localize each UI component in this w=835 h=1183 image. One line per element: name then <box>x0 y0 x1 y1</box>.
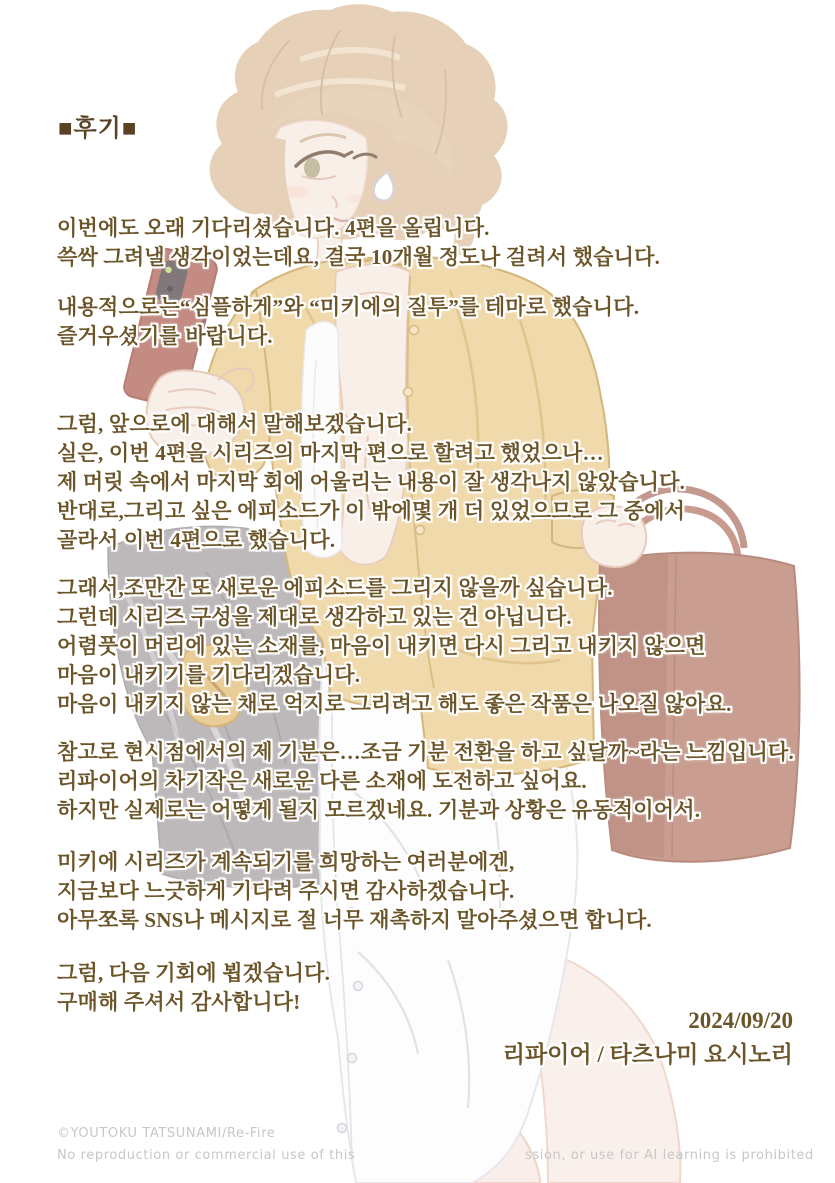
afterword-heading: ■후기■ <box>58 116 138 142</box>
afterword-line: 즐거우셨기를 바랍니다. <box>57 324 273 348</box>
afterword-line: 그럼, 앞으로에 대해서 말해보겠습니다. <box>57 412 413 436</box>
afterword-line: 미키에 시리즈가 계속되기를 희망하는 여러분에겐, <box>57 850 515 874</box>
afterword-line: 그런데 시리즈 구성을 제대로 생각하고 있는 건 아닙니다. <box>57 605 572 629</box>
afterword-line: 골라서 이번 4편으로 했습니다. <box>57 528 336 552</box>
afterword-line: 하지만 실제로는 어떻게 될지 모르겠네요. 기분과 상황은 유동적이어서. <box>57 798 701 822</box>
afterword-line: 그래서,조만간 또 새로운 에피소드를 그리지 않을까 싶습니다. <box>57 576 613 600</box>
afterword-line: 리파이어의 차기작은 새로운 다른 소재에 도전하고 싶어요. <box>57 769 587 793</box>
usage-notice-right: ssion, or use for AI learning is prohibited <box>525 1148 814 1163</box>
copyright-line: ©YOUTOKU TATSUNAMI/Re-Fire <box>57 1126 276 1141</box>
afterword-line: 제 머릿 속에서 마지막 회에 어울리는 내용이 잘 생각나지 않았습니다. <box>57 470 686 494</box>
afterword-line: 구매해 주셔서 감사합니다! <box>57 990 301 1014</box>
afterword-line: 참고로 현시점에서의 제 기분은…조금 기분 전환을 하고 싶달까~라는 느낌입니다. <box>57 740 794 764</box>
afterword-line: 반대로,그리고 싶은 에피소드가 이 밖에몇 개 더 있었으므로 그 중에서 <box>57 499 686 523</box>
afterword-line: 아무쪼록 SNS나 메시지로 절 너무 재촉하지 말아주셨으면 합니다. <box>57 908 652 932</box>
afterword-line: 그럼, 다음 기회에 뵙겠습니다. <box>57 961 331 985</box>
afterword-line: 실은, 이번 4편을 시리즈의 마지막 편으로 할려고 했었으나… <box>57 441 604 465</box>
signoff-author: 리파이어 / 타츠나미 요시노리 <box>502 1042 793 1067</box>
afterword-line: 이번에도 오래 기다리셨습니다. 4편을 올립니다. <box>57 216 490 240</box>
signoff-date: 2024/09/20 <box>688 1008 793 1033</box>
afterword-line: 어렴풋이 머리에 있는 소재를, 마음이 내키면 다시 그리고 내키지 않으면 <box>57 634 706 658</box>
afterword-line: 쓱싹 그려낼 생각이었는데요, 결국 10개월 정도나 걸려서 했습니다. <box>57 245 661 269</box>
afterword-line: 지금보다 느긋하게 기다려 주시면 감사하겠습니다. <box>57 879 515 903</box>
afterword-line: 내용적으로는“심플하게”와 “미키에의 질투”를 테마로 했습니다. <box>57 295 640 319</box>
afterword-line: 마음이 내키기를 기다리겠습니다. <box>57 663 361 687</box>
usage-notice-left: No reproduction or commercial use of this <box>57 1148 356 1163</box>
afterword-line: 마음이 내키지 않는 채로 억지로 그리려고 해도 좋은 작품은 나오질 않아요. <box>57 692 732 716</box>
